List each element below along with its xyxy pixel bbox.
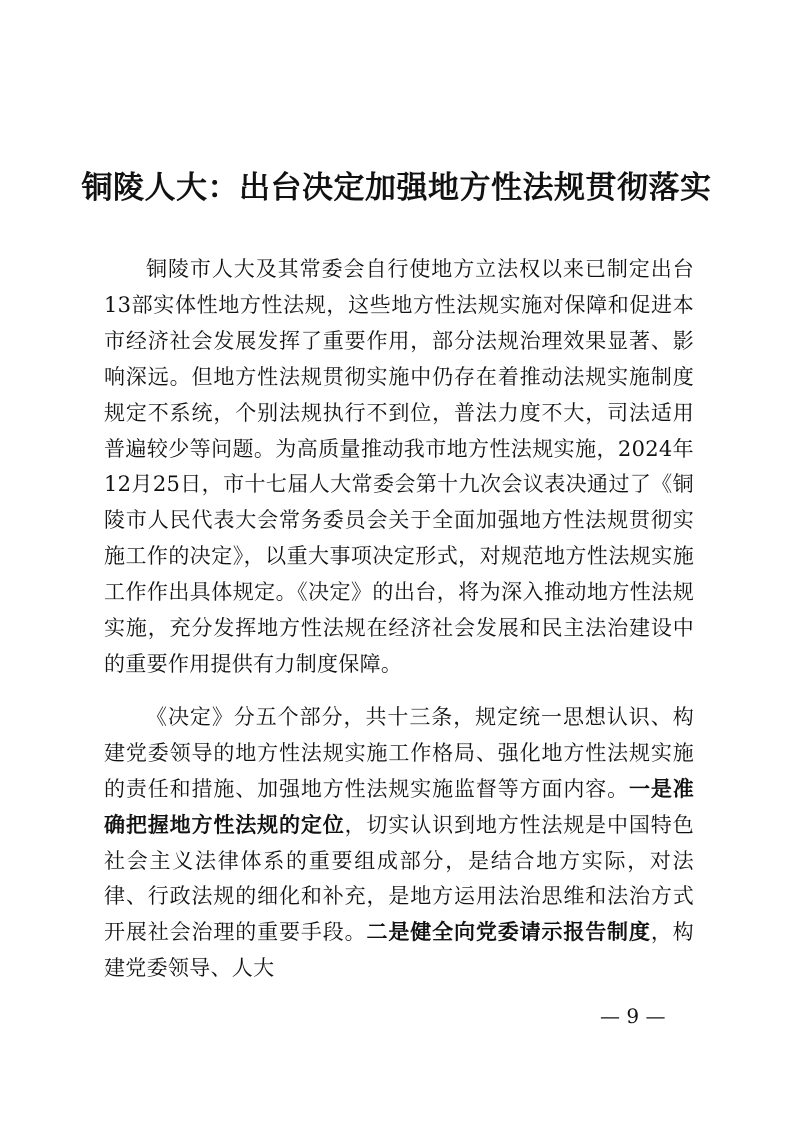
paragraph-2-bold-point-2: 二是健全向党委请示报告制度 (366, 920, 651, 945)
paragraph-2 (104, 700, 694, 987)
paragraph-2-segment-5: ，构建党委领导、人大 (104, 920, 694, 981)
paragraph-2-segment-3: ，切实认识到地方性法规是中国特色社会主义法律体系的重要组成部分，是结合地方实际，对法律、行政法规的细化和补充，是地方运用法治思维和法治方式开展社会治理的重要手段。 (104, 812, 694, 945)
document-title: 铜陵人大：出台决定加强地方性法规贯彻落实 (81, 170, 712, 206)
paragraph-1-segment-1: 铜陵市人大及其常委会自行使地方立法权以来已制定出台13部实体性地方性法规，这些地方性法规实施对保障和促进本市经济社会发展发挥了重要作用，部分法规治理效果显著、影响深远。但地方性法规贯彻实施中仍存在着推动法规实施制度规定不系统，个别法规执行不到位，普法力度不大，司法适用普遍较少等问题。为高质量推动我市地方性法规实施，2024年12月25日，市十七届人大常委会第十九次会议表决通过了《铜陵市人民代表大会常务委员会关于全面加强地方性法规贯彻实施工作的决定》，以重大事项决定形式，对规范地方性法规实施工作作出具体规定。《决定》的出台，将为深入推动地方性法规实施，充分发挥地方性法规在经济社会发展和民主法治建设中的重要作用提供有力制度保障。 (104, 257, 694, 676)
document-body (104, 252, 694, 987)
paragraph-1 (104, 252, 694, 683)
paragraph-2-segment-1: 《决定》分五个部分，共十三条，规定统一思想认识、构建党委领导的地方性法规实施工作格局、强化地方性法规实施的责任和措施、加强地方性法规实施监督等方面内容。 (104, 704, 694, 801)
paragraph-2-bold-point-1: 一是准确把握地方性法规的定位 (104, 776, 694, 837)
page-number: — 9 — (600, 1004, 666, 1028)
